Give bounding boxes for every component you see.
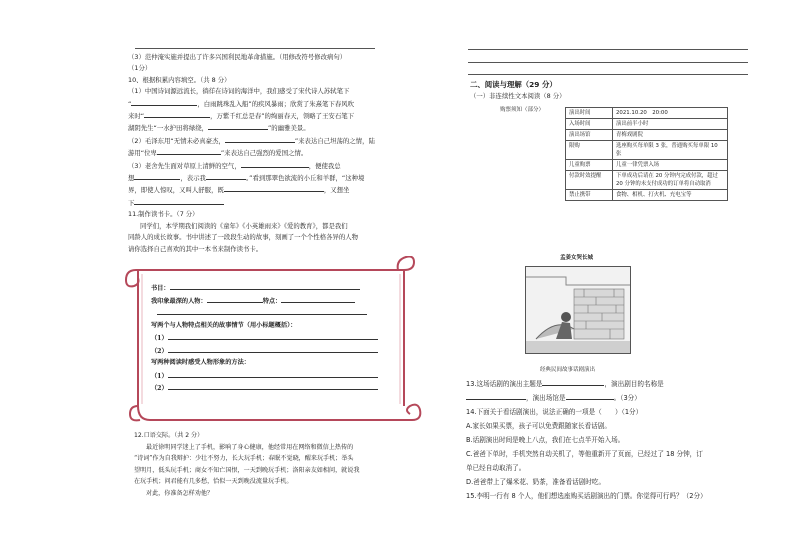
- q12-title: 12.口语交际。（共 2 分）: [134, 432, 204, 439]
- card-plot-label: 写两个与人物特点相关的故事情节（用小标题概括）：: [151, 321, 297, 329]
- card-plot-2: （2）: [151, 345, 391, 358]
- fill-blank[interactable]: [134, 172, 180, 180]
- person-input[interactable]: [207, 295, 263, 303]
- oral-section: [134, 430, 424, 500]
- trait-input-line2[interactable]: [157, 307, 367, 315]
- ticket-row: [566, 108, 728, 119]
- q12-line1: 最近徐明同学迷上了手机，影响了身心健康，他经常用在网络和微信上热传的: [146, 443, 354, 451]
- ticket-key: 禁止携带: [566, 190, 613, 201]
- ticket-key: 演出时间: [566, 108, 613, 119]
- q10-1-line4: 湖阴先生“一水护田将绿绕， ”的幽雅美景。: [128, 124, 310, 133]
- card-book-row: 书目：: [151, 282, 391, 295]
- answer-line: [135, 48, 375, 49]
- illustration: [525, 266, 631, 354]
- ticket-row: [566, 171, 728, 190]
- q10-3-line3: 界，即使人惊叹，又叫人舒服，既 ，又想坐: [128, 186, 350, 195]
- q14-option-b[interactable]: B.话剧演出时间是晚上八点，我们在七点半开始入场。: [466, 436, 625, 444]
- fill-blank[interactable]: [542, 378, 604, 386]
- q10-1-line3: 来时“ ，万紫千红总是春”的绚丽春天，领略了王安石笔下: [128, 112, 354, 121]
- card-extra-row: [151, 307, 391, 320]
- q12-line4: 在玩手机；问君能有几多愁，恰似一天到晚没流量玩手机。: [134, 478, 293, 486]
- q11-line2: 同龄人的成长故事。书中讲述了一段段生动的故事，刻画了一个个性格各异的人物: [128, 233, 359, 242]
- ticket-value: 2021.10.20 20:00: [613, 108, 728, 119]
- illustration-title: 孟姜女哭长城: [560, 255, 594, 261]
- q10-1-line2: “ ，白雨跳珠乱入船”的疾风暴雨；欣赏了朱熹笔下春风吹: [128, 99, 354, 108]
- book-input[interactable]: [170, 282, 360, 290]
- fill-blank[interactable]: [144, 110, 210, 118]
- q10-3-line2: 想 ，表示我 。”看到那翠色欲流的小丘和羊群，“这种境: [128, 174, 365, 183]
- ticket-row: [566, 119, 728, 130]
- fill-blank[interactable]: [466, 392, 526, 400]
- card-person-row: 我印象最深的人物： 特点：: [151, 295, 391, 308]
- ticket-key: 限购: [566, 141, 613, 160]
- illustration-caption: 经典民间故事话剧演出: [540, 367, 596, 373]
- ticket-value: 下单成功后请在 20 分钟内完成付款，超过 20 分钟的未支付成功的订单将自动取消: [613, 171, 728, 190]
- fill-blank[interactable]: [566, 392, 614, 400]
- q14-option-c[interactable]: C.爸爸下单时，手机突然自动关机了，等他重新开了页面，已经过了 18 分钟，订: [466, 450, 703, 458]
- ticket-key: 演出场馆: [566, 130, 613, 141]
- q14-stem: 14.下面关于看话剧演出，说法正确的一项是（ ）（1分）: [466, 408, 643, 416]
- q10-3-line1: （3）老舍先生面对草原上清鲜的空气， ，便使我总: [128, 161, 341, 170]
- ticket-value: 儿童一律凭票入场: [613, 160, 728, 171]
- fill-blank[interactable]: [157, 147, 221, 155]
- ticket-row: [566, 160, 728, 171]
- q9-3-score: （1分）: [128, 64, 152, 73]
- fill-blank[interactable]: [208, 122, 268, 130]
- q14-option-c-cont: 单已经自动取消了。: [466, 464, 526, 472]
- answer-line: [468, 74, 748, 75]
- card-method-label: 写两种阅读时感受人物形象的方法：: [151, 359, 250, 366]
- q9-3: （3）范仲淹实施并提出了许多兴国利民地革命措施。（用修改符号修改病句）: [128, 53, 347, 61]
- card-plot-1: （1）: [151, 332, 391, 345]
- q12-line3: 望明月，低头玩手机；商女不知亡国恨，一天到晚玩手机；洛阳亲友如相问，就说我: [134, 466, 360, 474]
- section-title: 二、阅读与理解（29 分）: [470, 80, 557, 89]
- q12-line2: “诗词”作为自我辩护：少壮不努力，长大玩手机；春眠不觉晓，醒来玩手机；举头: [134, 455, 354, 463]
- ticket-value: 青梅戏剧院: [613, 130, 728, 141]
- fill-blank[interactable]: [134, 197, 224, 205]
- method-input-1[interactable]: [168, 370, 378, 378]
- ticket-row: [566, 141, 728, 160]
- ticket-key: 入场时间: [566, 119, 613, 130]
- card-method-1: （1）: [151, 370, 391, 383]
- plot-input-1[interactable]: [168, 332, 378, 340]
- fill-blank[interactable]: [224, 184, 324, 192]
- q14-option-d[interactable]: D.爸爸带上了爆米花、奶茶，准备看话剧时吃。: [466, 478, 606, 486]
- ticket-notice-label: 购票须知（部分）: [500, 107, 545, 113]
- ticket-value: 演出前半小时: [613, 119, 728, 130]
- ticket-row: [566, 190, 728, 201]
- q11-title: 11.制作读书卡。（7 分）: [128, 210, 199, 219]
- ticket-key: 儿童购票: [566, 160, 613, 171]
- answer-line: [468, 49, 748, 50]
- reading-card: [151, 282, 391, 395]
- q10-3-line4: 下: [128, 197, 428, 209]
- q11-line1: 同学们，本学期我们阅读的《童年》《小英雄雨来》《爱的教育》，都是我们: [140, 221, 348, 230]
- trait-input[interactable]: [281, 295, 355, 303]
- ticket-key: 付款时效提醒: [566, 171, 613, 190]
- card-method-2: （2）: [151, 382, 391, 395]
- left-column: [128, 52, 428, 255]
- fill-blank[interactable]: [131, 98, 197, 106]
- q11-line3: 请你选择自己喜欢的其中一本书来制作读书卡。: [128, 244, 263, 253]
- fill-blank[interactable]: [241, 160, 309, 168]
- plot-input-2[interactable]: [168, 345, 378, 353]
- q10-title: 10、根据积累内容填空。（共 8 分）: [128, 75, 231, 84]
- q10-2-line2: 游用“位卑 ”来表达自己强烈的爱国之情。: [128, 149, 308, 158]
- q13-line2: ，演出场馆是 。（3分）: [466, 391, 756, 405]
- q10-2-line1: （2）毛泽东用“无情未必真豪杰， ”来表达自己坦荡的之情，陆: [128, 136, 375, 145]
- q15-stem: 15.李明一行有 8 个人，他们想选座购买话剧演出的门票。你觉得可行吗？（2分）: [466, 492, 707, 500]
- ticket-row: [566, 130, 728, 141]
- great-wall-illustration-icon: [526, 267, 630, 353]
- answer-line: [468, 62, 748, 63]
- ticket-value: 食物、相机、打火机、充电宝等: [613, 190, 728, 201]
- section-subtitle: （一）非连续性文本阅读（8 分）: [470, 92, 566, 100]
- method-input-2[interactable]: [168, 382, 378, 390]
- q10-1-line1: （1）中国诗词源远流长，徜徉在诗词的海洋中，我们感受了宋代诗人苏轼笔下: [128, 87, 350, 96]
- q13-line1: 13.这场话剧的演出主题是 ，演出剧目的名称是: [466, 380, 664, 388]
- fill-blank[interactable]: [206, 172, 246, 180]
- right-questions: [466, 377, 756, 503]
- ticket-table: [565, 107, 728, 201]
- q14-option-a[interactable]: A.家长如果买票，孩子可以免费跟随家长看话剧。: [466, 422, 611, 430]
- q12-line5: 对此，你准备怎样劝他？: [146, 489, 214, 497]
- ticket-value: 选座购买每单限 3 张，普通购买每单限 10 张: [613, 141, 728, 160]
- fill-blank[interactable]: [225, 135, 295, 143]
